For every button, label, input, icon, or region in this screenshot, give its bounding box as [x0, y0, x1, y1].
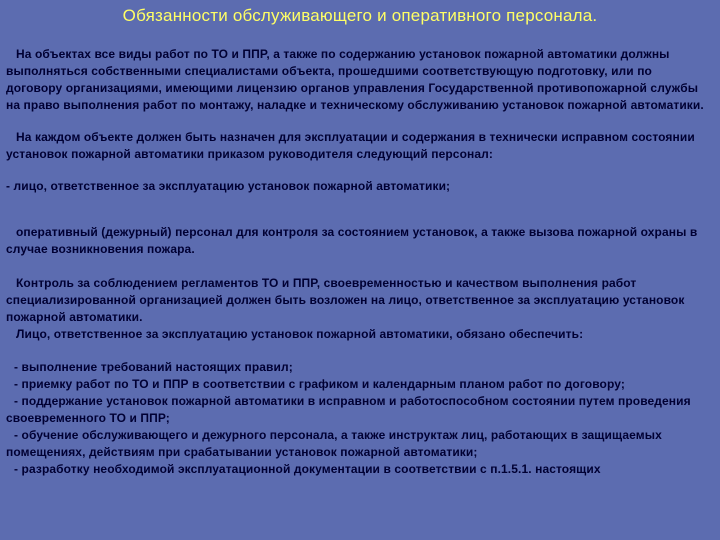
list-item: - приемку работ по ТО и ППР в соответствии с графиком и календарным планом работ по договору;: [14, 377, 625, 391]
slide-body: [6, 46, 710, 478]
slide-title: Обязанности обслуживающего и оперативного персонала.: [122, 6, 598, 25]
paragraph-personnel-assignment: На каждом объекте должен быть назначен для эксплуатации и содержания в технически исправном состоянии установок пожарной автоматики приказом руководителя следующий персонал:: [6, 130, 695, 161]
paragraph-obligations-intro: Лицо, ответственное за эксплуатацию установок пожарной автоматики, обязано обеспечить:: [16, 327, 584, 341]
list-item: - выполнение требований настоящих правил;: [14, 360, 293, 374]
paragraph-maintenance-providers: На объектах все виды работ по ТО и ППР, а также по содержанию установок пожарной автоматики должны выполняться собственными специалистами объекта, прошедшими соответствующую подготовку, или по договору организациями, имеющими лицензию органов управления Государственной противопожарной службы на право выполнения работ по монтажу, наладке и техническому обслуживанию установок пожарной автоматики.: [6, 47, 704, 112]
duties-list: [6, 359, 710, 478]
paragraph-control: Контроль за соблюдением регламентов ТО и ППР, своевременностью и качеством выполнения работ специализированной организацией должен быть возложен на лицо, ответственное за эксплуатацию установок пожарной автоматики.: [6, 276, 685, 324]
list-item: - обучение обслуживающего и дежурного персонала, а также инструктаж лиц, работающих в защищаемых помещениях, действиям при срабатывании установок пожарной автоматики;: [6, 428, 662, 459]
list-item: - разработку необходимой эксплуатационной документации в соответствии с п.1.5.1. настоящих: [14, 462, 601, 476]
paragraph-responsible-person: - лицо, ответственное за эксплуатацию установок пожарной автоматики;: [6, 179, 451, 193]
paragraph-duty-personnel: оперативный (дежурный) персонал для контроля за состоянием установок, а также вызова пожарной охраны в случае возникновения пожара.: [6, 225, 698, 256]
list-item: - поддержание установок пожарной автоматики в исправном и работоспособном состоянии путем проведения своевременного ТО и ППР;: [6, 394, 691, 425]
